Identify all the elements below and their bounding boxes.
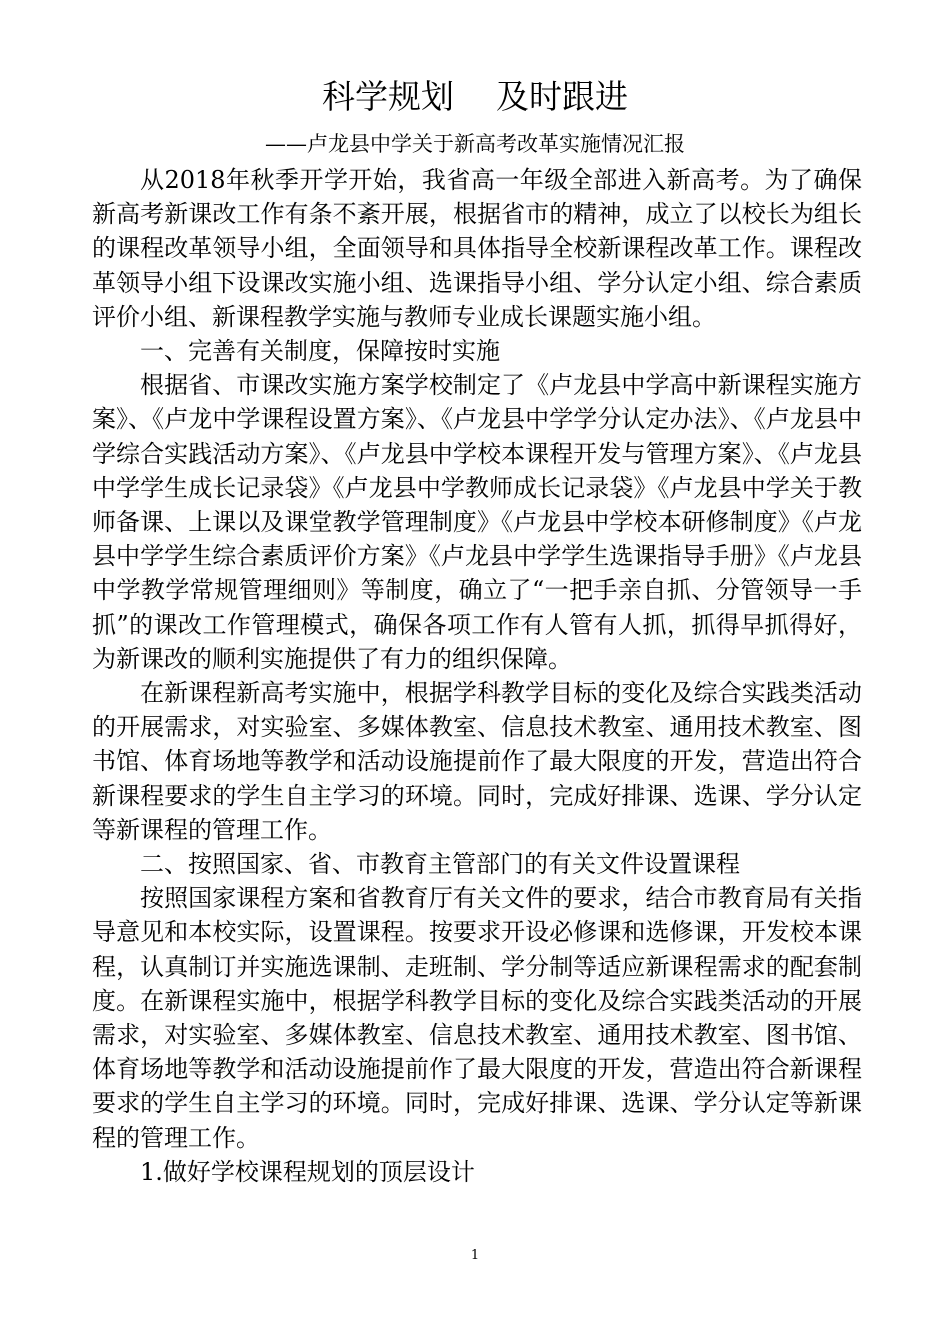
paragraph-intro: 从2018年秋季开学开始，我省高一年级全部进入新高考。为了确保新高考新课改工作有条不紊开展，根据省市的精神，成立了以校长为组长的课程改革领导小组，全面领导和具体指导全校新课程改革工作。课程改革领导小组下设课改实施小组、选课指导小组、学分认定小组、综合素质评价小组、新课程教学实施与教师专业成长课题实施小组。	[92, 166, 862, 331]
subsection-heading-1: 1.做好学校课程规划的顶层设计	[140, 1157, 475, 1186]
document-subtitle: ——卢龙县中学关于新高考改革实施情况汇报	[265, 132, 685, 156]
section-heading-2: 二、按照国家、省、市教育主管部门的有关文件设置课程	[140, 850, 740, 879]
section-heading-1: 一、完善有关制度，保障按时实施	[140, 337, 500, 366]
paragraph-curriculum: 按照国家课程方案和省教育厅有关文件的要求，结合市教育局有关指导意见和本校实际，设置课程。按要求开设必修课和选修课，开发校本课程，认真制订并实施选课制、走班制、学分制等适应新课程需求的配套制度。在新课程实施中，根据学科教学目标的变化及综合实践类活动的开展需求，对实验室、多媒体教室、信息技术教室、通用技术教室、图书馆、体育场地等教学和活动设施提前作了最大限度的开发，营造出符合新课程要求的学生自主学习的环境。同时，完成好排课、选课、学分认定等新课程的管理工作。	[92, 884, 862, 1152]
document-title: 科学规划 及时跟进	[322, 77, 628, 116]
paragraph-regulations: 根据省、市课改实施方案学校制定了《卢龙县中学高中新课程实施方案》、《卢龙中学课程设置方案》、《卢龙县中学学分认定办法》、《卢龙县中学综合实践活动方案》、《卢龙县中学校本课程开发与管理方案》、《卢龙县中学学生成长记录袋》《卢龙县中学教师成长记录袋》《卢龙县中学关于教师备课、上课以及课堂教学管理制度》《卢龙县中学校本研修制度》《卢龙县中学学生综合素质评价方案》《卢龙县中学学生选课指导手册》《卢龙县中学教学常规管理细则》等制度，确立了“一把手亲自抓、分管领导一手抓”的课改工作管理模式，确保各项工作有人管有人抓，抓得早抓得好，为新课改的顺利实施提供了有力的组织保障。	[92, 371, 862, 673]
paragraph-facilities: 在新课程新高考实施中，根据学科教学目标的变化及综合实践类活动的开展需求，对实验室、多媒体教室、信息技术教室、通用技术教室、图书馆、体育场地等教学和活动设施提前作了最大限度的开发，营造出符合新课程要求的学生自主学习的环境。同时，完成好排课、选课、学分认定等新课程的管理工作。	[92, 679, 862, 844]
page-number: 1	[470, 1248, 480, 1263]
document-body	[92, 163, 862, 1189]
